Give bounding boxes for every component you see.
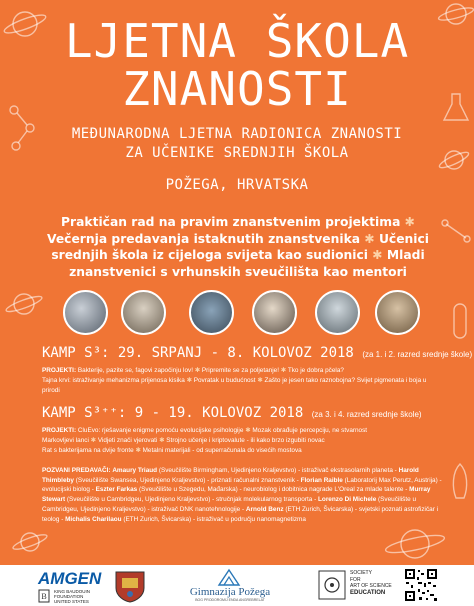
project-item: Zašto je jesen tako raznobojna? Svijet pigmenata i boja u prirodi xyxy=(42,377,427,394)
intro-item: Večernja predavanja istaknutih znanstvenika xyxy=(46,231,361,246)
society-logo xyxy=(350,570,392,596)
lecturer-info: (Sveučilište u Szegedu, Mađarska) - neurobiolog i dobitnica nagrade L'Oreal za mlade talente - xyxy=(139,486,408,494)
lecturer-info: (Sveučilište Birmingham, Ujedinjeno Kraljevstvo) - istraživač ekstrasolarnih planeta - xyxy=(158,467,397,474)
project-item: Povratak u budućnost xyxy=(193,377,256,384)
camp2-note: (za 3. i 4. razred srednje škole) xyxy=(311,410,422,419)
photo-lab xyxy=(121,290,166,335)
baudouin-line: FOUNDATION xyxy=(54,594,84,599)
project-item: CluEvo: rješavanje enigme pomoću evolucijske psihologije xyxy=(77,427,244,434)
society-line: EDUCATION xyxy=(350,589,386,596)
poster-title-line2: ZNANOSTI xyxy=(122,62,352,116)
camp2-projects: PROJEKTI: CluEvo: rješavanje enigme pomoću evolucijske psihologije ✱ Mozak obrađuje percepciju, ne stvarnost Markovljevi lanci ✱ Vidjeti znači vjerovati ✱ Strojno učenje i kriptovalute - ili kako brzo izgubiti novac Rat s bakterijama na dvije fronte ✱ Metalni materijali - od superračunala do visećih mostova xyxy=(42,427,368,454)
photo-workshop xyxy=(252,290,297,335)
lecturers xyxy=(42,466,446,524)
bone-icon xyxy=(440,216,474,246)
camp1-note: (za 1. i 2. razred srednje škole) xyxy=(362,350,473,359)
lecturer-name: Arnold Benz xyxy=(245,505,284,513)
project-item: Vidjeti znači vjerovati xyxy=(97,437,158,444)
baudouin-crest-icon xyxy=(38,589,50,603)
baudouin-line: KING BAUDOUIN xyxy=(54,589,91,594)
planet-icon xyxy=(8,520,52,564)
project-item: Markovljevi lanci xyxy=(42,437,89,444)
planet-icon xyxy=(380,520,450,564)
intro-text xyxy=(42,214,434,280)
lecturer-name: Amaury Triaud xyxy=(112,467,158,474)
subtitle-line1: MEĐUNARODNA LJETNA RADIONICA ZNANOSTI xyxy=(71,126,403,142)
baudouin-line: UNITED STATES xyxy=(54,599,89,604)
society-logo-icon xyxy=(318,570,346,600)
society-line: FOR xyxy=(350,576,361,583)
gimnazija-emblem-icon xyxy=(216,567,242,587)
gimnazija-subtext: BOG PRODOROMIJ ENDA ANGREBRELAT xyxy=(195,598,265,602)
camp2-label: KAMP S³⁺⁺: 9 - 19. KOLOVOZ 2018 xyxy=(42,405,304,421)
rocket-icon xyxy=(446,462,474,506)
camp2-heading xyxy=(42,405,422,421)
society-line: ART OF SCIENCE xyxy=(350,583,392,589)
subtitle-line2: ZA UČENIKE SREDNJIH ŠKOLA xyxy=(125,145,349,161)
planet-icon xyxy=(2,282,46,326)
photo-microscope xyxy=(315,290,360,335)
camp1-label: KAMP S³: 29. SRPANJ - 8. KOLOVOZ 2018 xyxy=(42,345,354,361)
lecturers-label: POZVANI PREDAVAČI: xyxy=(42,467,111,474)
lecturer-info: (Sveučilište u Cambridgeu, Ujedinjeno Kraljevstvo) - stručnjak molekularnog transporta - xyxy=(66,496,317,504)
society-line: SOCIETY xyxy=(350,570,372,576)
projects-label: PROJEKTI: xyxy=(42,427,77,434)
lecturer-name: Lorenzo Di Michele xyxy=(318,496,377,504)
qr-code-icon[interactable] xyxy=(404,568,438,602)
lecturer-name: Harold Thimbleby xyxy=(42,467,419,484)
project-item: Metalni materijali - od superračunala do visećih mostova xyxy=(142,447,302,454)
project-item: Strojno učenje i kriptovalute - ili kako brzo izgubiti novac xyxy=(166,437,325,444)
lecturer-info: (Sveučilište Swansea, Ujedinjeno Kraljevstvo) - priznati računalni znanstvenik - xyxy=(75,476,299,484)
project-item: Pripremite se za poljetanje! xyxy=(201,367,279,374)
lecturer-info: (Laboratorij Max Perutz, Austrija) - evolucijski biolog - xyxy=(42,476,442,494)
poster-title-line1: LJETNA ŠKOLA xyxy=(64,14,410,68)
project-item: Rat s bakterijama na dvije fronte xyxy=(42,447,134,454)
sponsor-footer xyxy=(0,565,474,606)
lecturer-name: Florian Raible xyxy=(300,476,343,484)
photo-student xyxy=(63,290,108,335)
lecturer-info: (ETH Zurich, Švicarska) - istraživač u području nanomagnetizma xyxy=(123,515,306,523)
lecturer-info: (ETH Zurich, Švicarska) - svjetski poznati astrofizičar i teolog - xyxy=(42,505,439,523)
photo-group xyxy=(375,290,420,335)
star-icon: ✱ xyxy=(364,231,375,246)
lecturer-name: Michalis Charilaou xyxy=(65,515,122,523)
project-item: Bakterije, pazite se, fagovi započinju lov! xyxy=(77,367,193,374)
intro-item: Praktičan rad na pravim znanstvenim projektima xyxy=(61,215,401,229)
star-icon: ✱ xyxy=(404,215,415,229)
baudouin-logo xyxy=(54,589,90,604)
bacteria-icon xyxy=(446,300,474,344)
intro-item: Mladi znanstvenici s vrhunskih sveučilišta kao mentori xyxy=(69,248,425,279)
lecturer-info: (Sveučilište u Cambridgeu, Ujedinjeno Kraljevstvo) - istraživač DNK nanotehnologije - xyxy=(42,496,417,513)
project-item: Mozak obrađuje percepciju, ne stvarnost xyxy=(252,427,368,434)
coat-of-arms-icon xyxy=(110,568,150,604)
projects-label: PROJEKTI: xyxy=(42,367,77,374)
location: POŽEGA, HRVATSKA xyxy=(165,177,309,193)
star-icon: ✱ xyxy=(372,248,383,262)
project-item: Tko je dobra pčela? xyxy=(287,367,344,374)
photo-experiment xyxy=(189,290,234,335)
camp1-projects: PROJEKTI: Bakterije, pazite se, fagovi započinju lov! ✱ Pripremite se za poljetanje! ✱ Tko je dobra pčela? Tajna krvi: istraživanje mehanizma prijenosa kisika ✱ Povratak u budućnost ✱ Zašto je jesen tako raznobojna? Svijet pigmenata i boja u prirodi xyxy=(42,367,427,394)
project-item: Tajna krvi: istraživanje mehanizma prijenosa kisika xyxy=(42,377,185,384)
camp1-heading xyxy=(42,345,472,361)
intro-item: Učenici srednjih škola iz cijeloga svijeta kao sudionici xyxy=(51,231,430,262)
amgen-logo: AMGEN xyxy=(38,569,102,588)
lecturer-name: Murray Stewart xyxy=(42,486,431,504)
svg-text:B: B xyxy=(41,592,47,601)
gimnazija-logo: Gimnazija Požega xyxy=(189,586,271,598)
lecturer-name: Eszter Farkas xyxy=(95,486,138,494)
